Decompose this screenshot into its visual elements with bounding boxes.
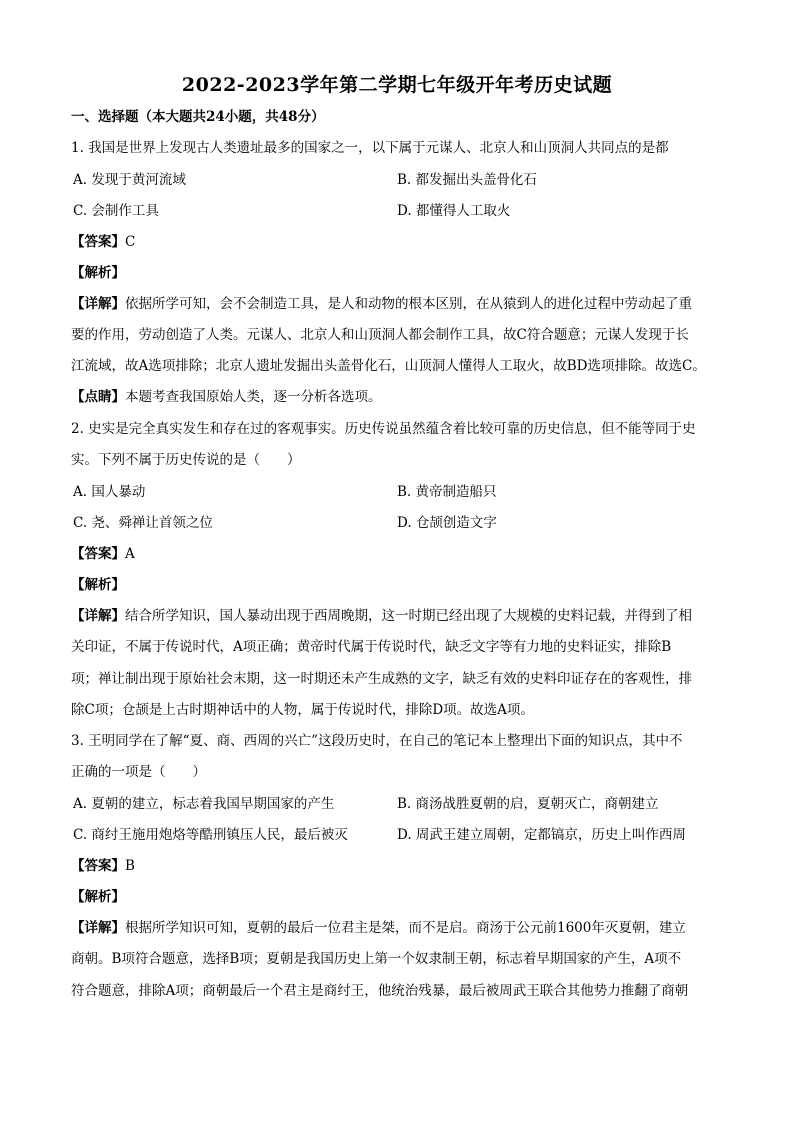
q1-option-a: A. 发现于黄河流域 xyxy=(73,172,186,188)
point-label: 【点睛】 xyxy=(71,389,125,405)
q2-detail-line-1 xyxy=(71,610,692,624)
q3-detail-line-1 xyxy=(71,922,686,936)
q3-answer xyxy=(71,860,135,874)
q1-option-d: D. 都懂得人工取火 xyxy=(397,203,511,219)
answer-label: 【答案】 xyxy=(71,546,125,562)
q1-option-c: C. 会制作工具 xyxy=(73,203,159,219)
q1-option-b: B. 都发掘出头盖骨化石 xyxy=(397,172,538,188)
q1-detail-line-2: 要的作用，劳动创造了人类。元谋人、北京人和山顶洞人都会制作工具，故C符合题意；元谋人发现于长 xyxy=(71,327,689,343)
q3-option-d: D. 周武王建立周朝，定都镐京，历史上叫作西周 xyxy=(397,827,686,843)
q2-answer xyxy=(71,548,135,562)
q2-detail-line-3: 项；禅让制出现于原始社会末期，这一时期还未产生成熟的文字，缺乏有效的史料印证存在的客观性，排 xyxy=(71,671,692,687)
q1-answer xyxy=(71,236,135,250)
answer-label: 【答案】 xyxy=(71,234,125,250)
q3-detail-line-2: 商朝。B项符合题意，选择B项；夏朝是我国历史上第一个奴隶制王朝，标志着早期国家的产生，A项不 xyxy=(71,951,682,967)
q3-detail-line-3: 符合题意，排除A项；商朝最后一个君主是商纣王，他统治残暴，最后被周武王联合其他势力推翻了商朝 xyxy=(71,983,689,999)
answer-label: 【答案】 xyxy=(71,858,125,874)
q3-stem-line-2: 正确的一项是（ ） xyxy=(71,764,206,780)
page-title: 2022-2023学年第二学期七年级开年考历史试题 xyxy=(181,74,613,96)
q1-point xyxy=(71,391,382,405)
point-text: 本题考查我国原始人类，逐一分析各选项。 xyxy=(125,389,382,405)
answer-value: A xyxy=(125,546,135,562)
answer-value: B xyxy=(125,858,135,874)
detail-label: 【详解】 xyxy=(71,608,125,624)
detail-text: 结合所学知识，国人暴动出现于西周晚期，这一时期已经出现了大规模的史料记载，并得到了相 xyxy=(125,608,692,624)
q1-analysis-label: 【解析】 xyxy=(71,265,125,281)
q2-option-d: D. 仓颉创造文字 xyxy=(397,515,497,531)
q2-option-c: C. 尧、舜禅让首领之位 xyxy=(73,515,213,531)
q2-option-a: A. 国人暴动 xyxy=(73,484,146,500)
q2-analysis-label: 【解析】 xyxy=(71,577,125,593)
q3-option-b: B. 商汤战胜夏朝的启，夏朝灭亡，商朝建立 xyxy=(397,796,659,812)
detail-label: 【详解】 xyxy=(71,920,125,936)
q1-detail-line-3: 江流域，故A选项排除；北京人遗址发掘出头盖骨化石，山顶洞人懂得人工取火，故BD选项排除。故选C。 xyxy=(71,358,706,374)
detail-text: 根据所学知识可知，夏朝的最后一位君主是桀，而不是启。商汤于公元前1600年灭夏朝，建立 xyxy=(125,920,686,936)
q2-detail-line-2: 关印证，不属于传说时代，A项正确；黄帝时代属于传说时代，缺乏文字等有力地的史料证实，排除B xyxy=(71,639,672,655)
q2-detail-line-4: 除C项；仓颉是上古时期神话中的人物，属于传说时代，排除D项。故选A项。 xyxy=(71,702,534,718)
q2-option-b: B. 黄帝制造船只 xyxy=(397,484,497,500)
answer-value: C xyxy=(125,234,136,250)
q3-option-c: C. 商纣王施用炮烙等酷刑镇压人民，最后被灭 xyxy=(73,827,348,843)
q1-stem: 1. 我国是世界上发现古人类遗址最多的国家之一，以下属于元谋人、北京人和山顶洞人共同点的是都 xyxy=(71,140,669,156)
q3-stem-line-1: 3. 王明同学在了解“夏、商、西周的兴亡”这段历史时，在自己的笔记本上整理出下面的知识点，其中不 xyxy=(71,733,683,749)
q3-option-a: A. 夏朝的建立，标志着我国早期国家的产生 xyxy=(73,796,335,812)
q2-stem-line-2: 实。下列不属于历史传说的是（ ） xyxy=(71,452,301,468)
q1-detail-line-1 xyxy=(71,298,692,312)
detail-label: 【详解】 xyxy=(71,296,125,312)
q3-analysis-label: 【解析】 xyxy=(71,889,125,905)
detail-text: 依据所学可知，会不会制造工具，是人和动物的根本区别，在从猿到人的进化过程中劳动起了重 xyxy=(125,296,692,312)
q2-stem-line-1: 2. 史实是完全真实发生和存在过的客观事实。历史传说虽然蕴含着比较可靠的历史信息，但不能等同于史 xyxy=(71,421,696,437)
section-heading: 一、选择题（本大题共24小题，共48分） xyxy=(71,109,325,125)
